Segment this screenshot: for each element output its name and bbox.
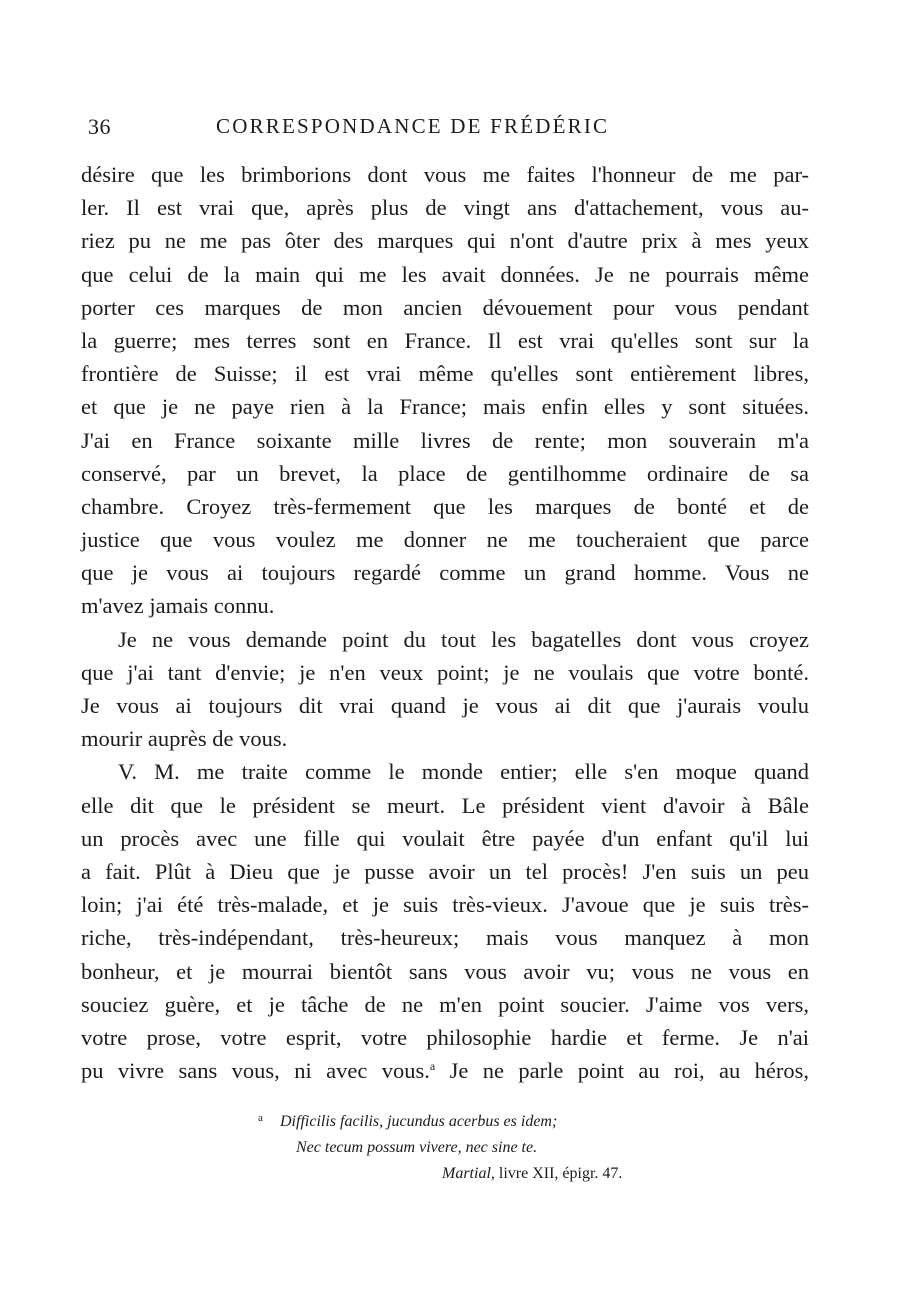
page-header [88,114,810,144]
footnote-verse-line: Difficilis facilis, jucundus acerbus es idem; [280,1113,558,1130]
text-line: Je ne vous demande point du tout les bagatelles dont vous croyez [118,626,809,652]
text-line: frontière de Suisse; il est vrai même qu'elles sont entièrement libres, [81,361,809,387]
text-line: que j'ai tant d'envie; je n'en veux point; je ne voulais que votre bonté. [81,659,809,685]
text-line-with-note [81,1054,809,1087]
text-line: a fait. Plût à Dieu que je pusse avoir un tel procès! J'en suis un peu [81,858,809,884]
text-fragment: Je ne parle point au roi, au héros, [449,1058,810,1084]
text-line: conservé, par un brevet, la place de gentilhomme ordinaire de sa [81,460,809,486]
footnote-verse-line: Nec tecum possum vivere, nec sine te. [296,1139,538,1156]
footnote-marker: a [258,1112,263,1124]
text-line: et que je ne paye rien à la France; mais enfin elles y sont situées. [81,394,809,420]
text-line: la guerre; mes terres sont en France. Il est vrai qu'elles sont sur la [81,327,809,353]
text-line: elle dit que le président se meurt. Le président vient d'avoir à Bâle [81,792,809,818]
footnote-reference: a [429,1059,436,1074]
text-line: m'avez jamais connu. [81,593,275,619]
text-line: votre prose, votre esprit, votre philosophie hardie et ferme. Je n'ai [81,1024,809,1050]
citation-author: Martial, [442,1165,495,1182]
text-line: désire que les brimborions dont vous me faites l'honneur de me par- [81,162,809,187]
page-number: 36 [88,114,111,139]
text-line: souciez guère, et je tâche de ne m'en point soucier. J'aime vos vers, [81,991,809,1017]
text-line: que celui de la main qui me les avait données. Je ne pourrais même [81,261,809,287]
text-line: bonheur, et je mourrai bientôt sans vous avoir vu; vous ne vous en [81,958,809,984]
text-line: ler. Il est vrai que, après plus de vingt ans d'attachement, vous au- [81,195,809,221]
text-line: riez pu ne me pas ôter des marques qui n'ont d'autre prix à mes yeux [81,228,809,254]
running-head: CORRESPONDANCE DE FRÉDÉRIC [216,114,610,138]
footnote-citation [442,1163,622,1185]
text-line: J'ai en France soixante mille livres de rente; mon souverain m'a [81,427,809,453]
text-line: que je vous ai toujours regardé comme un grand homme. Vous ne [81,560,809,586]
text-fragment: pu vivre sans vous, ni avec vous. [81,1058,430,1084]
text-line: chambre. Croyez très-fermement que les marques de bonté et de [81,493,809,519]
body-text [81,158,809,1087]
text-line: riche, très-indépendant, très-heureux; mais vous manquez à mon [81,925,809,951]
citation-source: livre XII, épigr. 47. [494,1165,623,1182]
text-line: mourir auprès de vous. [81,726,288,752]
text-line: un procès avec une fille qui voulait être payée d'un enfant qu'il lui [81,825,809,851]
text-line: Je vous ai toujours dit vrai quand je vous ai dit que j'aurais voulu [81,693,809,718]
text-line: justice que vous voulez me donner ne me toucheraient que parce [81,527,809,553]
text-line: V. M. me traite comme le monde entier; elle s'en moque quand [118,759,809,785]
text-line: porter ces marques de mon ancien dévouement pour vous pendant [81,294,809,320]
text-line: loin; j'ai été très-malade, et je suis très-vieux. J'avoue que je suis très- [81,892,809,918]
